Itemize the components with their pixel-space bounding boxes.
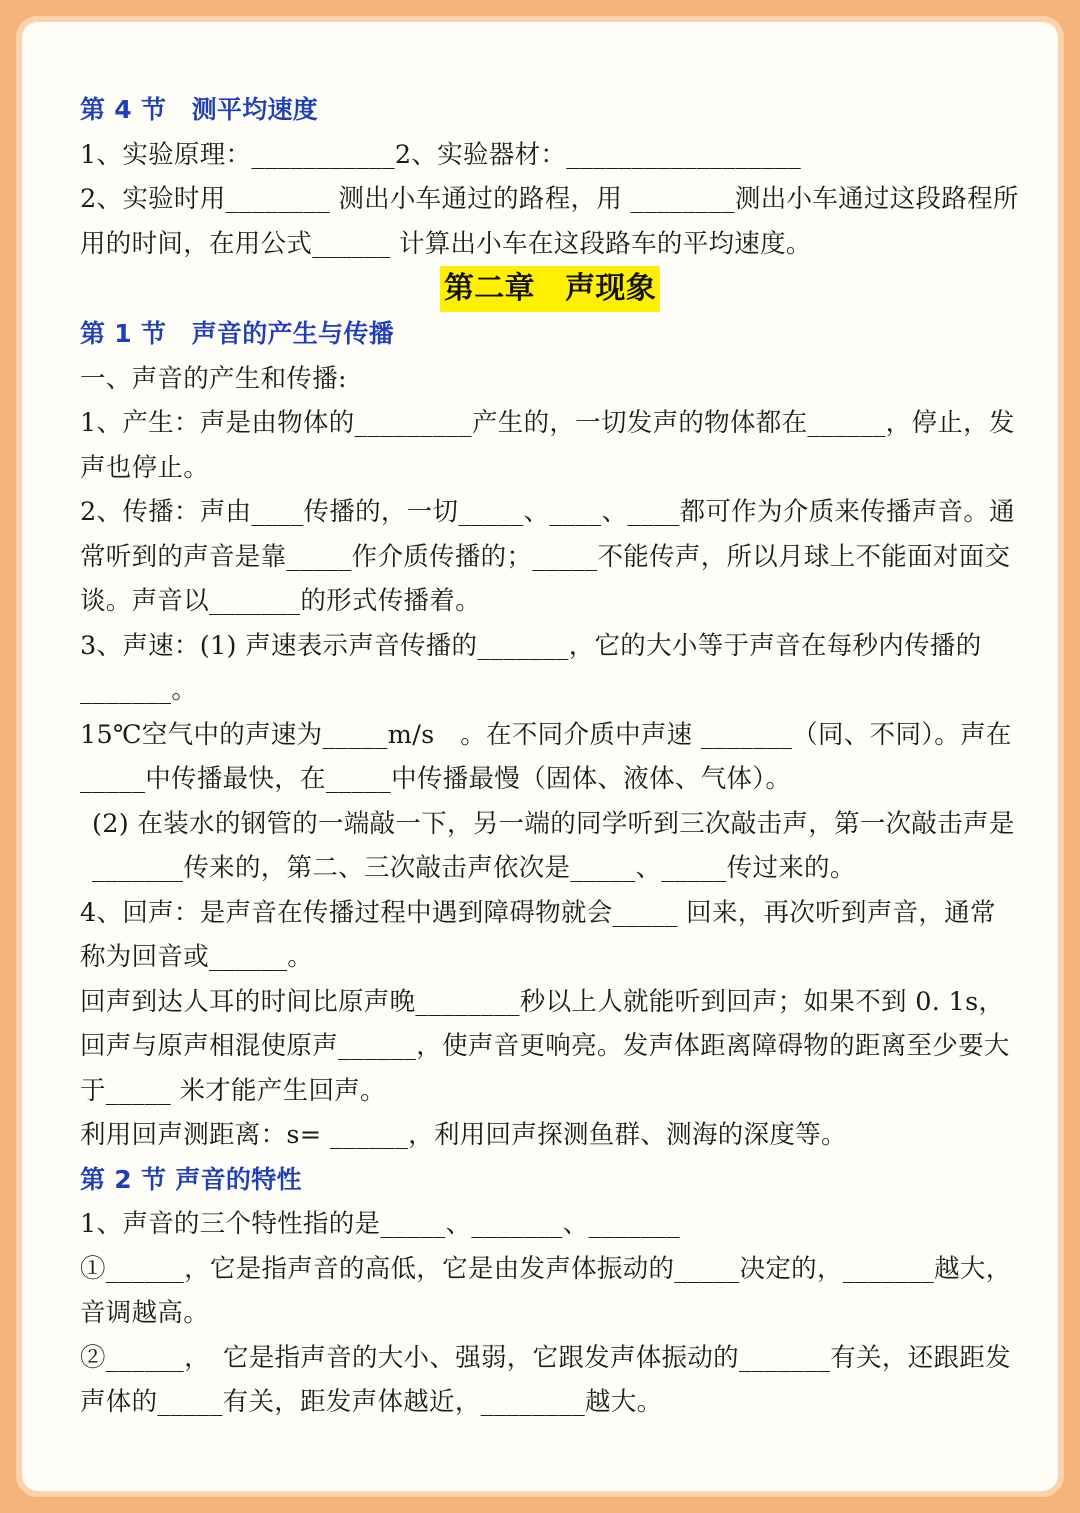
section-1-title: 第 1 节 声音的产生与传播 — [80, 319, 395, 348]
sec1-paragraph-4: 15℃空气中的声速为_____m/s 。在不同介质中声速 _______（同、不同）。声在_____中传播最快，在_____中传播最慢（固体、液体、气体）。 — [80, 719, 1012, 794]
chapter-title: 第二章 声现象 — [440, 266, 660, 312]
sec4-paragraph-1: 1、实验原理：___________2、实验器材：__________________ — [80, 139, 802, 170]
sec1-paragraph-8: 利用回声测距离：s= ______，利用回声探测鱼群、测海的深度等。 — [80, 1120, 847, 1150]
document-page — [16, 16, 1064, 1497]
sec1-paragraph-5: (2) 在装水的钢管的一端敲一下，另一端的同学听到三次敲击声，第一次敲击声是_______传来的，第二、三次敲击声依次是_____、_____传过来的。 — [92, 808, 1015, 883]
chapter-heading-wrap — [80, 266, 1020, 312]
sec1-paragraph-6: 4、回声：是声音在传播过程中遇到障碍物就会_____ 回来，再次听到声音，通常称为回音或______。 — [80, 897, 996, 972]
sec4-paragraph-2: 2、实验时用________ 测出小车通过的路程，用 ________测出小车通过这段路程所用的时间，在用公式______ 计算出小车在这段路车的平均速度。 — [80, 184, 1019, 259]
sec1-paragraph-2: 2、传播：声由____传播的，一切_____、____、____都可作为介质来传播声音。通常听到的声音是靠_____作介质传播的；_____不能传声，所以月球上不能面对面交谈。声音以_______的形式传播着。 — [80, 497, 1015, 616]
sec1-paragraph-7: 回声到达人耳的时间比原声晚________秒以上人就能听到回声；如果不到 0. 1s，回声与原声相混使原声______，使声音更响亮。发声体距离障碍物的距离至少要大于_____ 米才能产生回声。 — [80, 986, 1010, 1106]
section-2-title: 第 2 节 声音的特性 — [80, 1164, 302, 1194]
sec1-paragraph-0: 一、声音的产生和传播: — [80, 363, 347, 394]
sec2-paragraph-3: ②______， 它是指声音的大小、强弱，它跟发声体振动的_______有关，还跟距发声体的_____有关，距发声体越近，________越大。 — [80, 1342, 1011, 1417]
sec1-paragraph-3: 3、声速：(1) 声速表示声音传播的_______，它的大小等于声音在每秒内传播的_______。 — [80, 630, 982, 705]
sec1-paragraph-1: 1、产生：声是由物体的_________产生的，一切发声的物体都在______，停止，发声也停止。 — [80, 408, 1015, 483]
sec2-paragraph-2: ①______，它是指声音的高低，它是由发声体振动的_____决定的，_______越大，音调越高。 — [80, 1253, 1012, 1328]
document-content — [80, 88, 1020, 1425]
sec2-paragraph-1: 1、声音的三个特性指的是_____、_______、_______ — [80, 1209, 680, 1239]
section-4-title: 第 4 节 测平均速度 — [80, 95, 319, 124]
